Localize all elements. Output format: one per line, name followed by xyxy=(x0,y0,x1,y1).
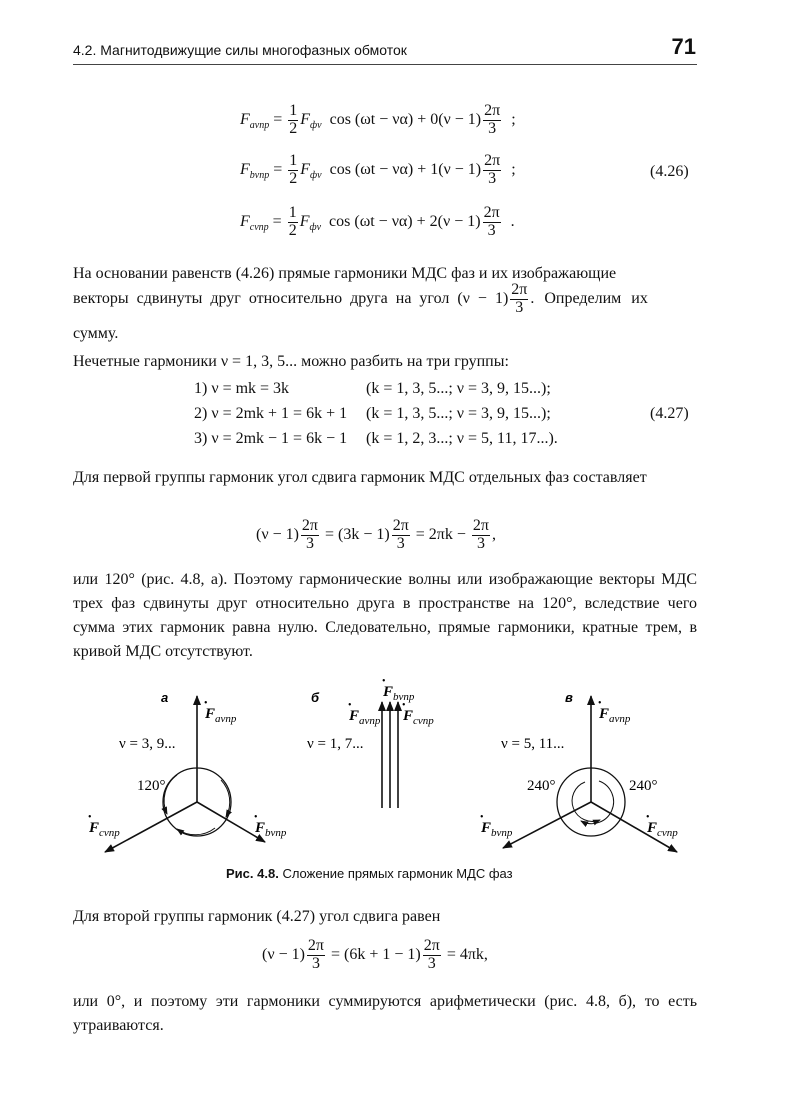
panel-a-angle: 120° xyxy=(137,778,166,794)
eq-426-line-a: F aνпр = $\frac{1}{2}$ F фν cos (ωt − να) + 0(ν − 1) $\frac{2\pi}{3}$ ; xyxy=(240,102,516,137)
eq-426-number: (4.26) xyxy=(650,163,689,180)
label-fb-a: $F_{b\nu пр}$ xyxy=(255,820,287,839)
svg-text:•: • xyxy=(254,812,258,823)
label-fb-b: $F_{b\nu пр}$ xyxy=(383,684,415,703)
svg-text:•: • xyxy=(646,812,650,823)
label-fa-b: $F_{a\nu пр}$ xyxy=(349,708,381,727)
label-fc-a: $F_{c\nu пр}$ xyxy=(89,820,120,839)
panel-b xyxy=(307,676,434,808)
eq-shift-second-group: (ν − 1) $\frac{2\pi}{3}$ = (6k + 1 − 1) $\frac{2\pi}{3}$ = 4πk, xyxy=(262,937,488,972)
panel-a-nu: ν = 3, 9... xyxy=(119,736,176,752)
svg-text:•: • xyxy=(402,700,406,711)
eq-427-number: (4.27) xyxy=(650,405,689,422)
label-fa-a: $F_{a\nu пр}$ xyxy=(205,706,237,725)
paragraph-4: или 120° (рис. 4.8, а). Поэтому гармонические волны или изображающие векторы МДС трех фаз сдвинуты друг относительно друга в пространстве на 120°, вследствие чего сумма этих гармоник равна нулю. Следовательно, прямые гармоники, кратные трем, в кривой МДС отсутствуют. xyxy=(73,571,697,660)
arc-arrow-a1 xyxy=(164,775,177,814)
panel-c-angle-left: 240° xyxy=(527,778,556,794)
header-rule xyxy=(73,64,697,65)
svg-text:•: • xyxy=(598,698,602,709)
panel-a-letter: а xyxy=(161,690,169,705)
eq-427-line-2-left: 2) ν = 2mk + 1 = 6k + 1 xyxy=(194,405,348,422)
eq-427-line-3-left: 3) ν = 2mk − 1 = 6k − 1 xyxy=(194,430,348,447)
panel-b-nu: ν = 1, 7... xyxy=(307,736,364,752)
label-fc-c: $F_{c\nu пр}$ xyxy=(647,820,678,839)
paragraph-2: Нечетные гармоники ν = 1, 3, 5... можно разбить на три группы: xyxy=(73,353,509,370)
paragraph-1-line-2: векторы сдвинуты друг относительно друга на угол (ν − 1) $\frac{2\pi}{3}$ . Определим их xyxy=(73,281,648,316)
eq-426-line-c: F cνпр = $\frac{1}{2}$ F фν cos (ωt − να) + 2(ν − 1) $\frac{2\pi}{3}$ . xyxy=(240,204,515,239)
panel-a xyxy=(88,690,287,852)
paragraph-3: Для первой группы гармоник угол сдвига гармоник МДС отдельных фаз составляет xyxy=(73,469,647,486)
eq-426-line-b: F bνпр = $\frac{1}{2}$ F фν cos (ωt − να) + 1(ν − 1) $\frac{2\pi}{3}$ ; xyxy=(240,152,516,187)
eq-427-line-1-right: (k = 1, 3, 5...; ν = 3, 9, 15...); xyxy=(366,380,551,397)
arc-arrow-a2 xyxy=(221,780,230,817)
svg-text:•: • xyxy=(382,676,386,687)
panel-c-angle-right: 240° xyxy=(629,778,658,794)
arc-arrow-c2 xyxy=(581,781,614,824)
svg-text:•: • xyxy=(480,812,484,823)
paragraph-1-line-1: На основании равенств (4.26) прямые гармоники МДС фаз и их изображающие xyxy=(73,265,617,282)
label-fa-c: $F_{a\nu пр}$ xyxy=(599,706,631,725)
arc-arrow-c1 xyxy=(572,782,600,821)
svg-text:•: • xyxy=(88,812,92,823)
figure-caption xyxy=(226,866,513,881)
paragraph-1-line-3: сумму. xyxy=(73,325,119,342)
eq-427-line-3-right: (k = 1, 2, 3...; ν = 5, 11, 17...). xyxy=(366,430,558,447)
svg-text:•: • xyxy=(204,698,208,709)
figure-4-8 xyxy=(73,672,713,872)
panel-c-nu: ν = 5, 11... xyxy=(501,736,565,752)
paragraph-6: или 0°, и поэтому эти гармоники суммируются арифметически (рис. 4.8, б), то есть утраиваются. xyxy=(73,993,697,1034)
panel-c xyxy=(480,690,678,852)
caption-label: Рис. 4.8. xyxy=(226,866,279,881)
paragraph-5: Для второй группы гармоник (4.27) угол сдвига равен xyxy=(73,908,441,925)
panel-b-letter: б xyxy=(311,690,320,705)
label-fc-b: $F_{c\nu пр}$ xyxy=(403,708,434,727)
eq-shift-first-group: (ν − 1) $\frac{2\pi}{3}$ = (3k − 1) $\frac{2\pi}{3}$ = 2πk − $\frac{2\pi}{3}$ , xyxy=(256,517,496,552)
vector-fb-c xyxy=(503,802,591,848)
caption-text: Сложение прямых гармоник МДС фаз xyxy=(282,866,513,881)
svg-text:•: • xyxy=(348,700,352,711)
running-header: 4.2. Магнитодвижущие силы многофазных обмоток xyxy=(73,42,407,58)
panel-c-letter: в xyxy=(565,690,573,705)
eq-427-line-2-right: (k = 1, 3, 5...; ν = 3, 9, 15...); xyxy=(366,405,551,422)
page-number: 71 xyxy=(671,34,696,59)
eq-427-line-1-left: 1) ν = mk = 3k xyxy=(194,380,290,397)
label-fb-c: $F_{b\nu пр}$ xyxy=(481,820,513,839)
